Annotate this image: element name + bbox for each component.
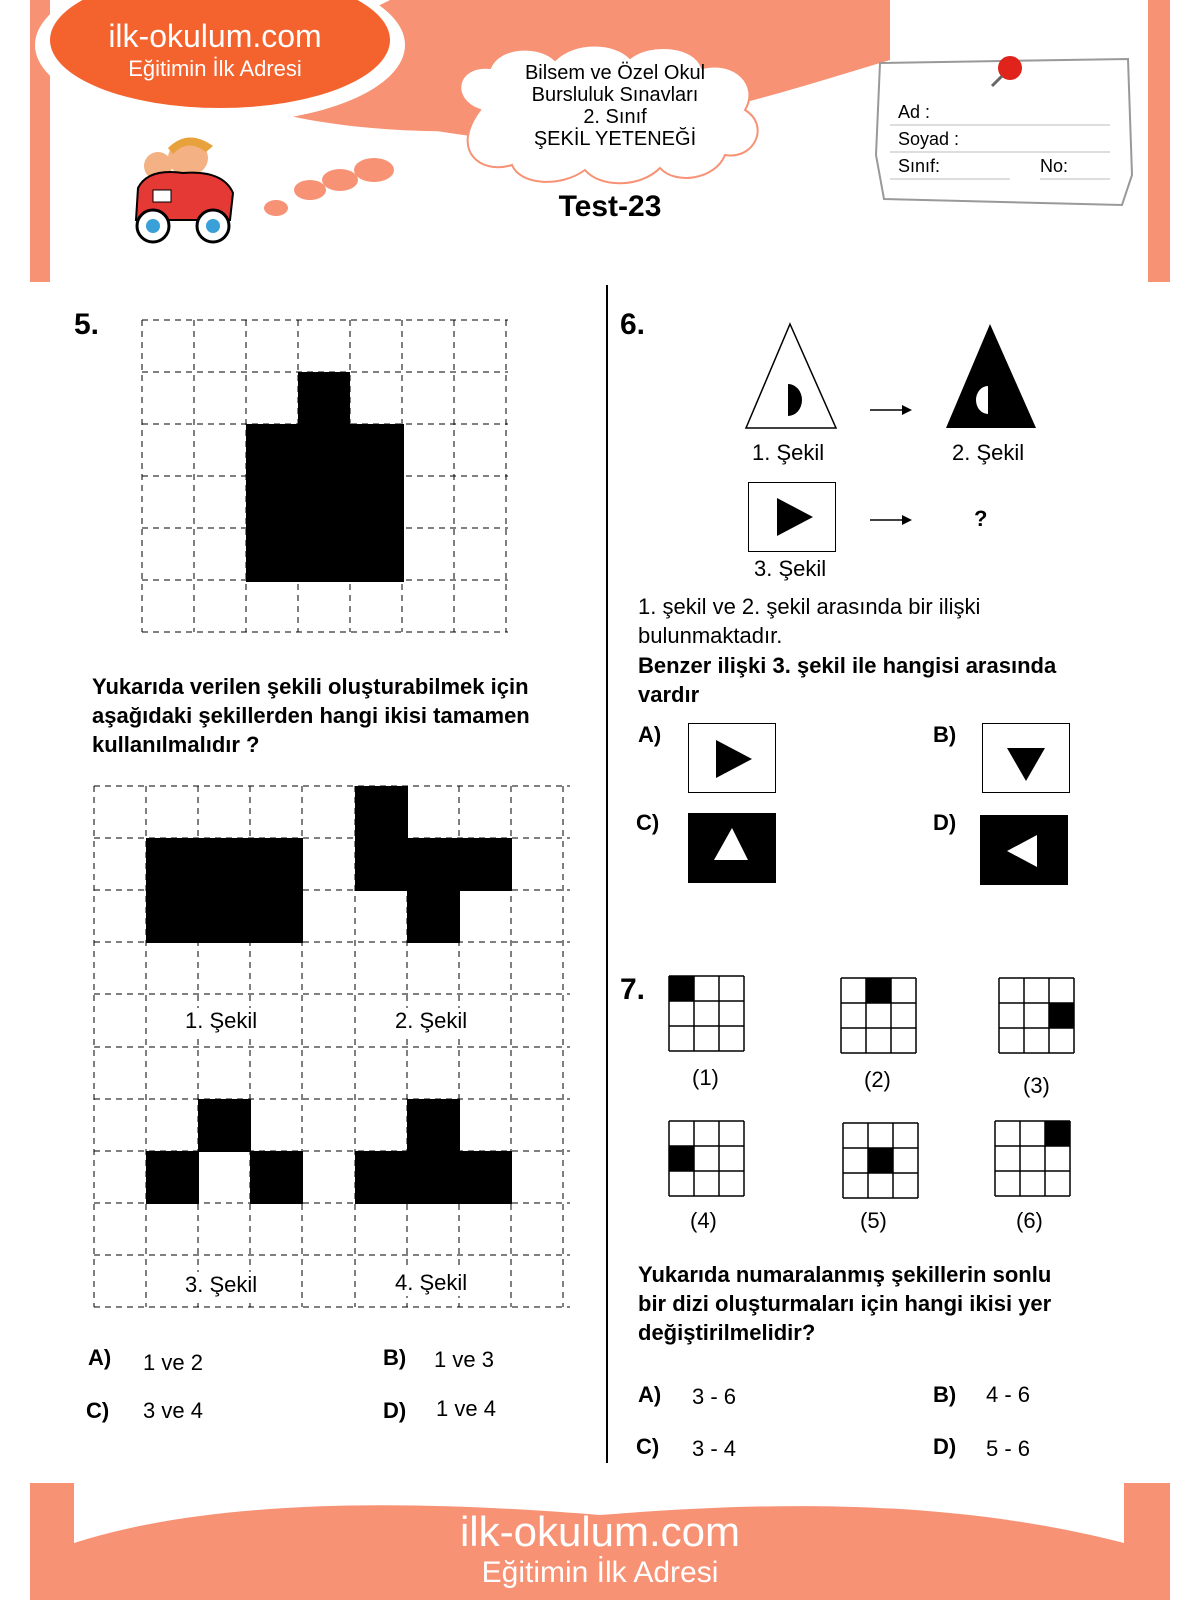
q6-option-letter[interactable]: A) xyxy=(638,722,662,747)
q6-shape3-box xyxy=(748,482,836,552)
up-triangle-icon xyxy=(689,814,774,881)
q5-option-letter[interactable]: C) xyxy=(86,1398,110,1423)
q5-question-line: aşağıdaki şekillerden hangi ikisi tamamen xyxy=(92,703,530,728)
q5-shape-label: 3. Şekil xyxy=(185,1272,258,1297)
q7-question-line: Yukarıda numaralanmış şekillerin sonlu xyxy=(638,1262,1052,1287)
q7-number: 7. xyxy=(620,973,646,1006)
q6-option-letter[interactable]: B) xyxy=(933,722,957,747)
q6-question-line: vardır xyxy=(638,682,700,707)
q7-question-line: bir dizi oluşturmaları için hangi ikisi yer xyxy=(638,1291,1052,1316)
q6-option-letter[interactable]: D) xyxy=(933,810,957,835)
logo-site-name[interactable]: ilk-okulum.com xyxy=(108,18,322,54)
q7-label: (5) xyxy=(860,1208,887,1233)
q5-option-text[interactable]: 1 ve 3 xyxy=(434,1347,494,1372)
cloud-text xyxy=(490,62,740,150)
logo-slogan: Eğitimin İlk Adresi xyxy=(128,56,302,81)
q7-grid-4 xyxy=(668,1120,748,1197)
q5-option-letter[interactable]: B) xyxy=(383,1345,407,1370)
play-triangle-icon xyxy=(689,724,774,791)
q7-filled-cell xyxy=(868,1148,893,1173)
q7-label: (2) xyxy=(864,1067,891,1092)
q5-question-line: kullanılmalıdır ? xyxy=(92,732,260,757)
q6-statement-line: 1. şekil ve 2. şekil arasında bir ilişki xyxy=(638,594,981,619)
q7-grid-1 xyxy=(668,975,748,1052)
q5-target-grid xyxy=(140,318,520,644)
q6-unknown-mark: ? xyxy=(974,506,988,531)
pushpin-icon xyxy=(988,52,1026,90)
q7-grid-3 xyxy=(998,977,1078,1054)
q7-option-letter[interactable]: B) xyxy=(933,1382,957,1407)
q7-question xyxy=(638,1260,1178,1347)
q6-option-a-box[interactable] xyxy=(688,723,776,793)
test-title: Test-23 xyxy=(558,190,662,223)
q5-question xyxy=(92,672,592,759)
q7-filled-cell xyxy=(669,976,694,1001)
q5-option-text[interactable]: 3 ve 4 xyxy=(143,1398,203,1423)
q6-option-b-box[interactable] xyxy=(982,723,1070,793)
cloud-line: 2. Sınıf xyxy=(583,106,647,128)
footer-site-name[interactable]: ilk-okulum.com xyxy=(459,1508,741,1555)
q7-label: (1) xyxy=(692,1065,719,1090)
q6-question-line: Benzer ilişki 3. şekil ile hangisi arasında xyxy=(638,653,1057,678)
q7-option-text[interactable]: 3 - 6 xyxy=(692,1384,737,1409)
down-triangle-icon xyxy=(983,724,1068,791)
footer-slogan: Eğitimin İlk Adresi xyxy=(481,1556,719,1589)
form-surname-label: Soyad : xyxy=(898,129,960,149)
q7-option-letter[interactable]: D) xyxy=(933,1434,957,1459)
q5-shape-label: 1. Şekil xyxy=(185,1008,258,1033)
form-name-label: Ad : xyxy=(898,102,931,122)
cloud-line: Bursluluk Sınavları xyxy=(531,84,699,106)
q7-filled-cell xyxy=(1045,1121,1070,1146)
q7-option-text[interactable]: 4 - 6 xyxy=(986,1382,1031,1407)
q6-statement-line: bulunmaktadır. xyxy=(638,623,783,648)
q6-shape-label: 2. Şekil xyxy=(952,440,1025,465)
q5-option-text[interactable]: 1 ve 4 xyxy=(436,1396,496,1421)
q6-number: 6. xyxy=(620,308,646,341)
q5-pieces-grid xyxy=(93,785,573,1315)
left-triangle-icon xyxy=(981,816,1066,883)
q7-option-letter[interactable]: A) xyxy=(638,1382,662,1407)
q6-option-letter[interactable]: C) xyxy=(636,810,660,835)
q7-filled-cell xyxy=(669,1146,694,1171)
q6-shape-label: 1. Şekil xyxy=(752,440,825,465)
q6-option-c-box[interactable] xyxy=(688,813,776,883)
play-triangle-icon xyxy=(749,483,834,550)
arrow-right-icon xyxy=(868,512,914,528)
q7-label: (6) xyxy=(1016,1208,1043,1233)
q7-option-text[interactable]: 3 - 4 xyxy=(692,1436,737,1461)
form-class-label: Sınıf: xyxy=(898,156,941,176)
q5-option-letter[interactable]: D) xyxy=(383,1398,407,1423)
q6-shape1-white-triangle xyxy=(744,320,840,432)
q7-filled-cell xyxy=(1049,1003,1074,1028)
q7-option-letter[interactable]: C) xyxy=(636,1434,660,1459)
q6-question xyxy=(638,651,1178,709)
q5-question-line: Yukarıda verilen şekili oluşturabilmek için xyxy=(92,674,529,699)
q7-label: (3) xyxy=(1023,1073,1050,1098)
q5-number: 5. xyxy=(74,308,100,341)
arrow-right-icon xyxy=(868,402,914,418)
cartoon-car-icon xyxy=(128,128,238,250)
column-divider xyxy=(606,285,608,1463)
cloud-line: ŞEKİL YETENEĞİ xyxy=(533,128,697,150)
q7-filled-cell xyxy=(866,978,891,1003)
q6-statement xyxy=(638,592,1158,650)
q6-option-d-box[interactable] xyxy=(980,815,1068,885)
q7-grid-6 xyxy=(994,1120,1074,1197)
q6-shape2-black-triangle xyxy=(944,320,1040,432)
q5-shape-label: 4. Şekil xyxy=(395,1270,468,1295)
q5-option-text[interactable]: 1 ve 2 xyxy=(143,1350,203,1375)
q7-option-text[interactable]: 5 - 6 xyxy=(986,1436,1031,1461)
q5-option-letter[interactable]: A) xyxy=(88,1345,112,1370)
cloud-line: Bilsem ve Özel Okul xyxy=(524,62,706,84)
form-number-label: No: xyxy=(1040,156,1069,176)
q7-label: (4) xyxy=(690,1208,717,1233)
q7-question-line: değiştirilmelidir? xyxy=(638,1320,816,1345)
q7-grid-5 xyxy=(842,1122,922,1199)
q5-shape-label: 2. Şekil xyxy=(395,1008,468,1033)
q6-shape-label: 3. Şekil xyxy=(754,556,827,581)
q7-grid-2 xyxy=(840,977,920,1054)
